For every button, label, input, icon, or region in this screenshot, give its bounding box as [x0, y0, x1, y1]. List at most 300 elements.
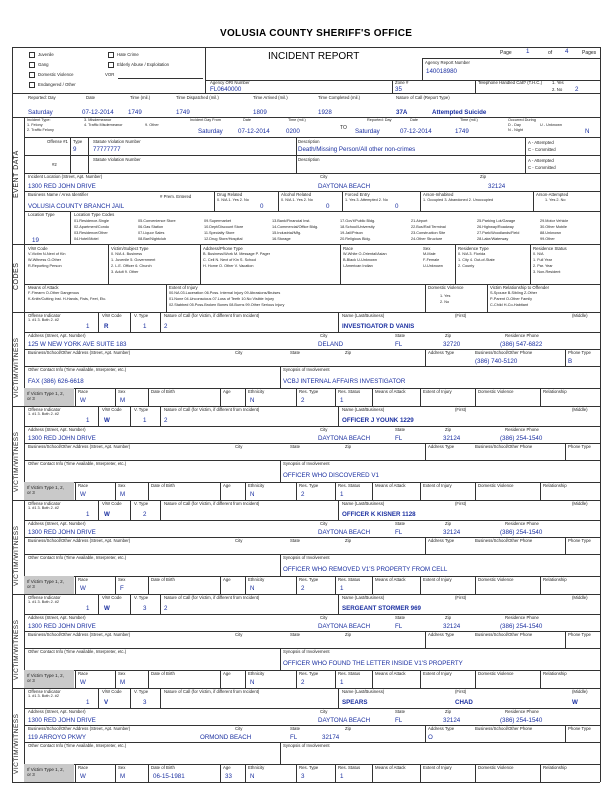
- address-label: Address (Street, Apt. Number): [28, 427, 86, 432]
- divider: [160, 688, 161, 708]
- vw-code-value: V: [104, 699, 109, 706]
- offense-indicator-value: 1: [86, 605, 90, 612]
- v-type-value: 2: [143, 511, 147, 518]
- divider: [280, 648, 281, 670]
- res-type-item: 2. County: [458, 264, 475, 268]
- dv-label: Domestic Violence: [478, 483, 514, 488]
- location-code: 11.Specialty Store: [204, 231, 235, 235]
- vor-label: VOR: [105, 72, 115, 77]
- incident-type-3: 3. Misdemeanor: [84, 118, 112, 122]
- business-city-label: City: [235, 632, 243, 637]
- loc-codes-label: Location Type Codes: [74, 212, 115, 217]
- business-zip-label: Zip: [345, 632, 351, 637]
- location-code: 25.Parking Lot/Garage: [477, 219, 516, 223]
- zip-value: 32124: [443, 435, 461, 442]
- offense-indicator-label: Offense Indicator: [28, 595, 61, 600]
- divider: [425, 443, 426, 460]
- synopsis-label: Synopsis of Involvement: [283, 649, 330, 654]
- occurred-unknown: U - Unknown: [540, 123, 562, 127]
- divider: [160, 594, 161, 614]
- divider: [220, 388, 221, 406]
- business-state-label: State: [290, 444, 301, 449]
- divider: [130, 500, 131, 520]
- business-phone-label: Business/School/Other Phone: [475, 726, 533, 731]
- if-victim-label: If Victim Type 1, 2, or 3: [27, 673, 64, 683]
- address-type-label: Address Type: [428, 632, 455, 637]
- location-code: 10.Dept/Discount Store: [204, 225, 244, 229]
- state-value: FL: [395, 341, 403, 348]
- date-label: Date: [86, 95, 96, 100]
- res-status-value: 1: [340, 585, 344, 592]
- location-code: 30.Other Mobile: [540, 225, 568, 229]
- other-contact-value: FAX (386) 626-6618: [28, 378, 84, 385]
- location-code: 24.Other Structure: [411, 237, 443, 241]
- res-phone-label: Residence Phone: [505, 709, 539, 714]
- res-phone-label: Residence Phone: [505, 615, 539, 620]
- page-of: of: [548, 50, 553, 56]
- gang-checkbox[interactable]: [29, 62, 35, 68]
- divider: [425, 537, 426, 554]
- ethnicity-value: N: [250, 679, 255, 686]
- juvenile-checkbox[interactable]: [29, 52, 35, 58]
- divider: [540, 482, 541, 500]
- business-address-value: 119 ARROYO PKWY: [28, 734, 86, 741]
- res-status-label: Res. Status: [338, 765, 361, 770]
- nature-call-value: 2: [164, 417, 168, 424]
- occurred-night: N - Night: [508, 128, 523, 132]
- divider: [342, 191, 343, 211]
- from-date: 07-12-2014: [238, 128, 270, 135]
- nature-call-label: Nature of Call (for Victim, if different from Incident): [164, 501, 260, 506]
- state-label: State: [395, 521, 406, 526]
- business-state-value: FL: [290, 734, 298, 741]
- ethnicity-value: N: [250, 585, 255, 592]
- nature-call-value: 2: [164, 323, 168, 330]
- domestic-label: Domestic Violence: [38, 72, 74, 77]
- divider: [335, 670, 336, 688]
- attack-label: Means of Attack: [375, 577, 406, 582]
- zip-label: Zip: [445, 615, 451, 620]
- statute-label: Statute Violation Number: [93, 139, 141, 144]
- divider: [214, 191, 215, 211]
- phone-type-item: C. Cell N. Next of Kin S. School: [203, 258, 257, 262]
- arson-att-options: 1. Yes 2. No: [545, 198, 566, 202]
- dv-item: 1. Yes: [440, 294, 451, 298]
- endangered-checkbox[interactable]: [29, 82, 35, 88]
- divider: [338, 406, 339, 426]
- elderly-label: Elderly Abuse / Exploitation: [117, 62, 170, 67]
- name-label: Name (Last/Business): [342, 501, 385, 506]
- divider: [296, 482, 297, 500]
- state-value: FL: [395, 717, 403, 724]
- victim-type-item: 3. Adult 9. Other: [111, 270, 139, 274]
- dv-label: Domestic Violence: [478, 577, 514, 582]
- vw-code-label: V/W Code: [102, 595, 122, 600]
- divider: [372, 482, 373, 500]
- divider: [392, 80, 393, 93]
- race-code-label: Race: [343, 246, 354, 251]
- v-type-label: V. Type: [134, 595, 149, 600]
- dv-item: 2. No: [440, 300, 450, 304]
- divider: [475, 388, 476, 406]
- occurred-day: D - Day: [508, 123, 521, 127]
- divider: [148, 482, 149, 500]
- injury-label: Extent of Injury: [169, 285, 198, 290]
- dv-label: Domestic Violence: [478, 671, 514, 676]
- attack-label: Means of Attack: [375, 671, 406, 676]
- sex-label: Sex: [118, 765, 126, 770]
- divider: [98, 406, 99, 426]
- agency-report-number: 140018980: [426, 68, 457, 75]
- age-label: Age: [223, 483, 231, 488]
- vw-code-item: W-Witness O-Other: [28, 258, 62, 262]
- alcohol-value: 0: [326, 203, 330, 210]
- attack-label: Means of Attack: [375, 483, 406, 488]
- city-label: City: [320, 521, 328, 526]
- victim-type-label: Victim/Subject Type: [111, 246, 149, 251]
- other-contact-label: Other Contact Info (Time Available, Interpreter, etc.): [28, 743, 127, 748]
- divider: [455, 244, 456, 284]
- business-zip-label: Zip: [345, 350, 351, 355]
- location-code: 14.Commercial/Office Bldg.: [272, 225, 319, 229]
- juvenile-label: Juvenile: [38, 52, 54, 57]
- business-address-label: Business/School/Other Address (Street, Apt. Number): [28, 444, 131, 449]
- divider: [12, 93, 600, 94]
- divider: [425, 631, 426, 648]
- location-code: 12.Drug Store/Hospital: [204, 237, 243, 241]
- sex-code-item: M-Male: [423, 252, 436, 256]
- ethnicity-value: N: [250, 773, 255, 780]
- res-type-label: Res. Type: [299, 577, 319, 582]
- age-label: Age: [223, 577, 231, 582]
- address-label: Address (Street, Apt. Number): [28, 521, 86, 526]
- divider: [75, 576, 76, 594]
- incident-type-2: 2. Traffic Felony: [27, 128, 54, 132]
- divider: [487, 284, 488, 312]
- offense-indicator-value: 1: [86, 511, 90, 518]
- zip-value: 32124: [443, 717, 461, 724]
- section-victim-witness: VICTIM/WITNESS: [13, 337, 20, 398]
- relationship-label: Victim Relationship to Offender: [490, 285, 550, 290]
- location-code: 18.School/University: [340, 225, 375, 229]
- offense-indicator-label: Offense Indicator: [28, 407, 61, 412]
- divider: [420, 670, 421, 688]
- from-time: 0200: [286, 128, 300, 135]
- offense-type: 9: [73, 146, 77, 153]
- offense-2-label: #2: [52, 162, 57, 167]
- if-victim-label: If Victim Type 1, 2, or 3: [27, 767, 64, 777]
- v-type-label: V. Type: [134, 313, 149, 318]
- name-label: Name (Last/Business): [342, 689, 385, 694]
- divider: [425, 349, 426, 366]
- premises-label: # Prem. Entered: [160, 194, 192, 199]
- name-label: Name (Last/Business): [342, 595, 385, 600]
- injury-item: 00.NA 03.Laceration 06.Poss. Internal Injury 09.Abrasions/Bruises: [169, 291, 281, 295]
- divider: [296, 764, 297, 782]
- location-code: 20.Religious Bldg.: [340, 237, 371, 241]
- location-code: 03.Residence/Other: [74, 231, 108, 235]
- address-label: Address (Street, Apt. Number): [28, 709, 86, 714]
- divider: [565, 349, 566, 366]
- dob-label: Date of Birth: [151, 483, 175, 488]
- business-address-label: Business/School/Other Address (Street, Apt. Number): [28, 538, 131, 543]
- forced-options: 1. Yes 3. Attempted 2. No: [345, 198, 388, 202]
- attack-item: F-Firearm O-Other Dangerous: [28, 291, 80, 295]
- divider: [166, 284, 167, 312]
- zip-label: Zip: [445, 521, 451, 526]
- nature-call-label: Nature of Call (for Victim, if different from Incident): [164, 313, 260, 318]
- agency-report-label: Agency Report Number: [425, 60, 470, 65]
- vw-code-value: W: [104, 417, 110, 424]
- zip-label: Zip: [480, 174, 486, 179]
- res-status-value: 1: [340, 773, 344, 780]
- divider: [75, 388, 76, 406]
- first-label: (First): [455, 501, 467, 506]
- location-code: 02.Apartment/Condo: [74, 225, 110, 229]
- relationship-label: Relationship: [543, 483, 567, 488]
- first-label: (First): [455, 407, 467, 412]
- occurred-label: Occurred During: [508, 118, 536, 122]
- divider: [220, 764, 221, 782]
- divider: [372, 764, 373, 782]
- business-city-label: City: [235, 538, 243, 543]
- res-type-label: Res. Type: [299, 671, 319, 676]
- injury-label: Extent of Injury: [423, 483, 452, 488]
- divider: [565, 443, 566, 460]
- name-value: SPEARS: [342, 699, 368, 706]
- arrived-label: Time Arrived (mil.): [253, 95, 288, 100]
- res-status-item: 3. Non-Resident: [533, 270, 561, 274]
- zip-label: Zip: [445, 333, 451, 338]
- res-status-value: 1: [340, 491, 344, 498]
- name-label: Name (Last/Business): [342, 313, 385, 318]
- nature-call-label: Nature of Call (for Victim, if different from Incident): [164, 595, 260, 600]
- injury-item: 01.None 04.Unconscious 07.Loss of Teeth 10.No Visible Injury: [169, 297, 274, 301]
- race-label: Race: [78, 389, 89, 394]
- committed-2: C - Committed: [528, 165, 556, 170]
- divider: [160, 406, 161, 426]
- pages-label: Pages: [582, 50, 597, 56]
- offense-indicator-label: Offense Indicator: [28, 313, 61, 318]
- age-value: 33: [225, 773, 232, 780]
- divider: [425, 725, 426, 742]
- divider: [130, 594, 131, 614]
- address-type-label: Address Type: [428, 444, 455, 449]
- attack-item: K-Knife/Cutting Inst. H-Hands, Fists, Feet, Etc.: [28, 297, 107, 301]
- other-contact-label: Other Contact Info (Time Available, Interpreter, etc.): [28, 461, 127, 466]
- time-label: Time (mil.): [130, 95, 151, 100]
- middle-label: (Middle): [572, 595, 588, 600]
- offense-1-label: Offense #1: [47, 139, 68, 144]
- to-date: 07-12-2014: [400, 128, 432, 135]
- divider: [296, 388, 297, 406]
- race-value: W: [80, 491, 86, 498]
- dv-label: Domestic Violence: [478, 765, 514, 770]
- divider: [475, 764, 476, 782]
- statute-label-2: Statute Violation Number: [93, 157, 141, 162]
- offense-indicator-value: 1: [86, 699, 90, 706]
- type-label: Type: [73, 139, 83, 144]
- middle-value: W: [572, 699, 578, 706]
- vw-code-value: W: [104, 605, 110, 612]
- res-type-label: Res. Type: [299, 765, 319, 770]
- ethnicity-label: Ethnicity: [248, 577, 265, 582]
- zip-value: 32720: [443, 341, 461, 348]
- v-type-value: 3: [143, 699, 147, 706]
- business-zip-label: Zip: [345, 444, 351, 449]
- divider: [475, 482, 476, 500]
- to-day-label: Reported: Day: [367, 118, 392, 122]
- relationship-label: Relationship: [543, 671, 567, 676]
- divider: [220, 576, 221, 594]
- res-type-value: 2: [301, 491, 305, 498]
- name-value: SERGEANT STORMER 969: [342, 605, 421, 612]
- divider: [335, 576, 336, 594]
- divider: [24, 173, 600, 174]
- res-status-item: 0. N/A: [533, 252, 544, 256]
- address-label: Address (Street, Apt. Number): [28, 615, 86, 620]
- divider: [475, 80, 476, 93]
- zone-value: 35: [395, 86, 402, 93]
- hate-crime-checkbox[interactable]: [108, 52, 114, 58]
- v-type-value: 3: [143, 605, 147, 612]
- gang-label: Gang: [38, 62, 49, 67]
- occurred-value: N: [585, 128, 590, 135]
- reported-label: Reported: Day: [28, 95, 56, 100]
- city-label: City: [320, 709, 328, 714]
- divider: [475, 670, 476, 688]
- page-total: 4: [565, 48, 569, 55]
- state-label: State: [395, 615, 406, 620]
- res-type-value: 2: [301, 585, 305, 592]
- address-type-label: Address Type: [428, 726, 455, 731]
- description-value: Death/Missing Person/All other non-crimes: [298, 146, 416, 153]
- divider: [420, 764, 421, 782]
- dispatched-time: 1749: [176, 109, 190, 116]
- address-value: 1300 RED JOHN DRIVE: [28, 623, 96, 630]
- injury-label: Extent of Injury: [423, 577, 452, 582]
- offense-indicator-options: 1. #1 3. Both 2. #2: [28, 318, 60, 322]
- domestic-checkbox[interactable]: [29, 72, 35, 78]
- forced-label: Forced Entry: [345, 192, 370, 197]
- v-type-label: V. Type: [134, 689, 149, 694]
- vw-code-item: R-Reporting Person: [28, 264, 62, 268]
- location-code: 21.Airport: [411, 219, 428, 223]
- to-date-label: Date: [410, 118, 419, 122]
- page-current: 1: [526, 48, 530, 55]
- city-value: DAYTONA BEACH: [318, 529, 371, 536]
- address-value: 1300 RED JOHN DRIVE: [28, 435, 96, 442]
- elderly-checkbox[interactable]: [108, 62, 114, 68]
- frame-top: [12, 47, 600, 48]
- drug-value: 0: [260, 203, 264, 210]
- section-victim-witness: VICTIM/WITNESS: [13, 619, 20, 680]
- synopsis-value: OFFICER WHO FOUND THE LETTER INSIDE V1'S PROPERTY: [283, 660, 463, 667]
- location-code: 07.Liquor Sales: [138, 231, 165, 235]
- business-zip-label: Zip: [345, 726, 351, 731]
- reported-day: Saturday: [28, 109, 53, 116]
- synopsis-label: Synopsis of Involvement: [283, 367, 330, 372]
- offense-indicator-options: 1. #1 3. Both 2. #2: [28, 506, 60, 510]
- incident-type-1: 1. Felony: [27, 123, 43, 127]
- divider: [338, 500, 339, 520]
- location-code: 13.Bank/Financial Inst.: [272, 219, 311, 223]
- divider: [420, 576, 421, 594]
- name-value: INVESTIGATOR D VANIS: [342, 323, 415, 330]
- ethnicity-label: Ethnicity: [248, 671, 265, 676]
- location-code: 16.Storage: [272, 237, 291, 241]
- location-code: 23.Construction Site: [411, 231, 446, 235]
- alcohol-options: 0. N/A 1. Yes 2. No: [281, 198, 313, 202]
- phone-type-label: Phone Type: [568, 444, 591, 449]
- location-code: 19.Jail/Prison: [340, 231, 363, 235]
- res-phone-value: (386) 254-1540: [500, 717, 543, 724]
- divider: [335, 764, 336, 782]
- description-label-2: Description: [298, 157, 320, 162]
- age-label: Age: [223, 671, 231, 676]
- business-zip-value: 32174: [322, 734, 340, 741]
- attack-label: Means of Attack: [28, 285, 59, 290]
- address-type-label: Address Type: [428, 350, 455, 355]
- res-phone-value: (386) 254-1540: [500, 623, 543, 630]
- offense-indicator-value: 1: [86, 323, 90, 330]
- state-value: FL: [395, 623, 403, 630]
- location-code: 09.Supermarket: [204, 219, 232, 223]
- business-phone-label: Business/School/Other Phone: [475, 350, 533, 355]
- name-value: OFFICER K KISNER 1128: [342, 511, 416, 518]
- dob-label: Date of Birth: [151, 765, 175, 770]
- offense-indicator-label: Offense Indicator: [28, 501, 61, 506]
- nature-label: Nature of Call (Report Type): [396, 95, 450, 100]
- location-code: 04.Hotel/Motel: [74, 237, 99, 241]
- middle-label: (Middle): [572, 501, 588, 506]
- city-value: DAYTONA BEACH: [318, 623, 371, 630]
- divider: [70, 211, 71, 244]
- phone-type-label: Phone Type: [568, 726, 591, 731]
- divider: [296, 670, 297, 688]
- sex-code-item: F-Female: [423, 258, 440, 262]
- thc-yes: 1. Yes: [552, 80, 564, 85]
- location-code: 22.Bus/Rail Terminal: [411, 225, 446, 229]
- vw-code-label: V/W Code: [102, 313, 122, 318]
- arson-inh-label: Arson-Inhabited: [423, 192, 454, 197]
- synopsis-value: OFFICER WHO REMOVED V1'S PROPERTY FROM CELL: [283, 566, 448, 573]
- divider: [98, 312, 99, 332]
- victim-type-item: 2. L.E. Officer 6. Church: [111, 264, 152, 268]
- divider: [130, 312, 131, 332]
- race-value: W: [80, 679, 86, 686]
- from-date-label: Date: [243, 118, 252, 122]
- synopsis-value: OFFICER WHO DISCOVERED V1: [283, 472, 379, 479]
- phone-type-item: H. Home O. Other V. Vacation: [203, 264, 254, 268]
- first-label: (First): [455, 595, 467, 600]
- divider: [220, 482, 221, 500]
- divider: [372, 576, 373, 594]
- if-victim-label: If Victim Type 1, 2, or 3: [27, 579, 64, 589]
- divider: [335, 482, 336, 500]
- divider: [24, 137, 600, 138]
- divider: [148, 576, 149, 594]
- city-label: City: [320, 174, 328, 179]
- business-city-label: City: [235, 726, 243, 731]
- res-status-label: Residence Status: [533, 246, 567, 251]
- dob-label: Date of Birth: [151, 389, 175, 394]
- divider: [24, 244, 25, 312]
- if-victim-label: If Victim Type 1, 2, or 3: [27, 485, 64, 495]
- v-type-label: V. Type: [134, 407, 149, 412]
- res-status-value: 1: [340, 397, 344, 404]
- res-type-value: 2: [301, 397, 305, 404]
